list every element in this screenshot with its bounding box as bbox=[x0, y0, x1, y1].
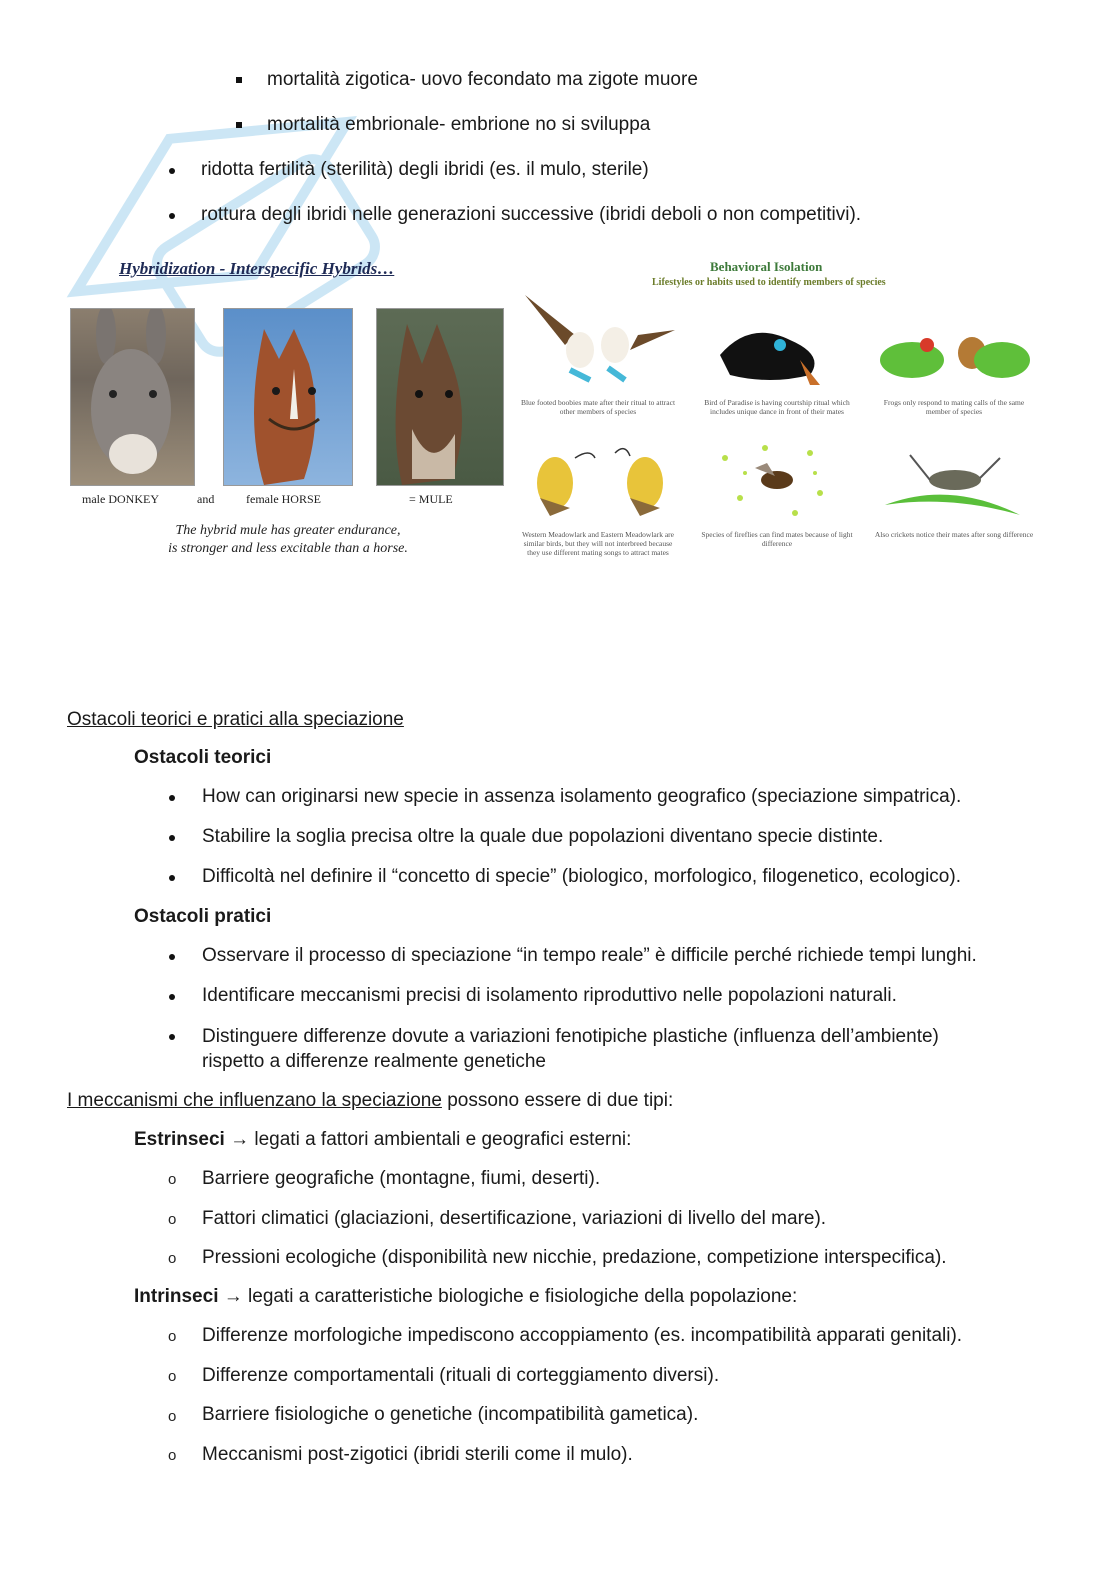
bird-of-paradise-illustration bbox=[710, 315, 830, 390]
section-heading-ostacoli: Ostacoli teorici e pratici alla speciazione bbox=[67, 709, 404, 730]
label-mule: = MULE bbox=[409, 492, 453, 506]
list-item: Barriere geografiche (montagne, fiumi, deserti). bbox=[202, 1168, 601, 1189]
caption-meadowlarks: Western Meadowlark and Eastern Meadowlark are similar birds, but they will not interbreed because they use different mating songs to attract mates bbox=[521, 530, 675, 557]
circle-bullet: o bbox=[168, 1211, 177, 1228]
horse-photo bbox=[223, 308, 353, 486]
list-item: rottura degli ibridi nelle generazioni successive (ibridi deboli o non competitivi). bbox=[201, 204, 862, 225]
figure-title-hybridization: Hybridization - Interspecific Hybrids… bbox=[119, 259, 395, 278]
circle-bullet: o bbox=[168, 1250, 177, 1267]
list-item: Differenze morfologiche impediscono accoppiamento (es. incompatibilità apparati genitali). bbox=[202, 1325, 963, 1346]
estrinseci-desc: → legati a fattori ambientali e geografici esterni: bbox=[224, 1129, 632, 1150]
list-item: Meccanismi post-zigotici (ibridi sterili come il mulo). bbox=[202, 1444, 633, 1465]
figure-quote-line1: The hybrid mule has greater endurance, bbox=[175, 523, 401, 538]
intrinseci-title: Intrinseci bbox=[134, 1286, 219, 1307]
cricket-illustration bbox=[880, 450, 1025, 520]
list-item: mortalità zigotica- uovo fecondato ma zigote muore bbox=[267, 69, 698, 90]
mule-photo bbox=[376, 308, 504, 486]
caption-fireflies: Species of fireflies can find mates because of light difference bbox=[701, 530, 853, 548]
dot-bullet bbox=[169, 213, 175, 219]
list-item: mortalità embrionale- embrione no si sviluppa bbox=[267, 114, 651, 135]
list-item: Stabilire la soglia precisa oltre la quale due popolazioni diventano specie distinte. bbox=[202, 826, 884, 847]
section-heading-meccanismi bbox=[67, 1090, 673, 1112]
caption-bird-of-paradise: Bird of Paradise is having courtship ritual which includes unique dance in front of their mates bbox=[704, 398, 850, 416]
list-item: Identificare meccanismi precisi di isolamento riproduttivo nelle popolazioni naturali. bbox=[202, 985, 897, 1006]
circle-bullet: o bbox=[168, 1447, 177, 1464]
circle-bullet: o bbox=[168, 1171, 177, 1188]
donkey-photo bbox=[70, 308, 195, 486]
label-female-horse: female HORSE bbox=[246, 492, 321, 506]
figure-title-behavioral: Behavioral Isolation bbox=[710, 259, 823, 274]
heading-rest: possono essere di due tipi: bbox=[441, 1090, 674, 1111]
subheading-ostacoli-pratici: Ostacoli pratici bbox=[134, 906, 272, 927]
square-bullet bbox=[236, 77, 242, 83]
list-item: Barriere fisiologiche o genetiche (incompatibilità gametica). bbox=[202, 1404, 699, 1425]
circle-bullet: o bbox=[168, 1328, 177, 1345]
list-item: Difficoltà nel definire il “concetto di specie” (biologico, morfologico, filogenetico, ecologico). bbox=[202, 866, 961, 887]
list-item: ridotta fertilità (sterilità) degli ibridi (es. il mulo, sterile) bbox=[201, 159, 649, 180]
intrinseci-line bbox=[134, 1286, 797, 1308]
dot-bullet bbox=[169, 835, 175, 841]
square-bullet bbox=[236, 122, 242, 128]
meadowlarks-illustration bbox=[520, 438, 680, 518]
list-item-continuation: rispetto a differenze realmente genetiche bbox=[202, 1051, 546, 1072]
caption-crickets: Also crickets notice their mates after song difference bbox=[874, 530, 1034, 539]
estrinseci-title: Estrinseci bbox=[134, 1129, 225, 1150]
list-item: Fattori climatici (glaciazioni, desertificazione, variazioni di livello del mare). bbox=[202, 1208, 827, 1229]
list-item: Distinguere differenze dovute a variazioni fenotipiche plastiche (influenza dell’ambiente) bbox=[202, 1026, 939, 1047]
boobies-illustration bbox=[520, 290, 680, 390]
intrinseci-desc: → legati a caratteristiche biologiche e fisiologiche della popolazione: bbox=[218, 1286, 798, 1307]
heading-underlined-part: I meccanismi che influenzano la speciazione bbox=[67, 1090, 442, 1111]
list-item: Pressioni ecologiche (disponibilità new nicchie, predazione, competizione interspecifica). bbox=[202, 1247, 947, 1268]
caption-boobies: Blue footed boobies mate after their ritual to attract other members of species bbox=[520, 398, 676, 416]
label-and: and bbox=[197, 492, 215, 506]
figure-subtitle-behavioral: Lifestyles or habits used to identify members of species bbox=[652, 277, 886, 288]
dot-bullet bbox=[169, 168, 175, 174]
dot-bullet bbox=[169, 1034, 175, 1040]
dot-bullet bbox=[169, 954, 175, 960]
dot-bullet bbox=[169, 875, 175, 881]
list-item: Osservare il processo di speciazione “in tempo reale” è difficile perché richiede tempi lunghi. bbox=[202, 945, 977, 966]
subheading-ostacoli-teorici: Ostacoli teorici bbox=[134, 747, 272, 768]
estrinseci-line bbox=[134, 1129, 631, 1151]
list-item: How can originarsi new specie in assenza isolamento geografico (speciazione simpatrica). bbox=[202, 786, 962, 807]
dot-bullet bbox=[169, 795, 175, 801]
frogs-illustration bbox=[872, 325, 1032, 385]
fireflies-illustration bbox=[715, 438, 835, 523]
circle-bullet: o bbox=[168, 1368, 177, 1385]
circle-bullet: o bbox=[168, 1408, 177, 1425]
figure-quote-line2: is stronger and less excitable than a horse. bbox=[168, 541, 408, 556]
dot-bullet bbox=[169, 994, 175, 1000]
caption-frogs: Frogs only respond to mating calls of the same member of species bbox=[883, 398, 1025, 416]
list-item: Differenze comportamentali (rituali di corteggiamento diversi). bbox=[202, 1365, 720, 1386]
label-male-donkey: male DONKEY bbox=[82, 492, 159, 506]
